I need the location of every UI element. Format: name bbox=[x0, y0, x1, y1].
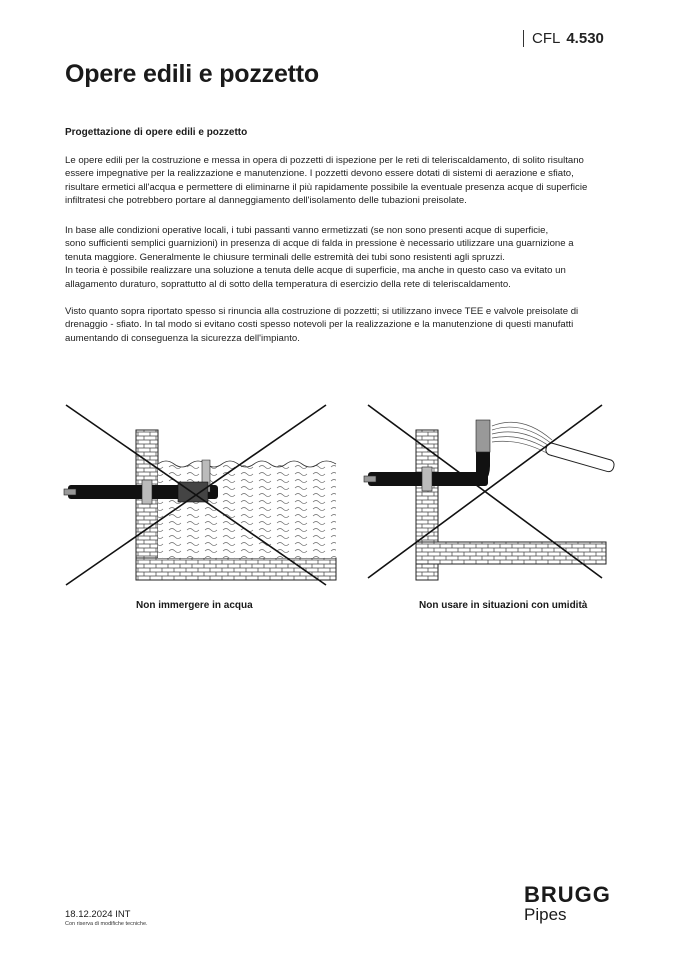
brand-name: BRUGG bbox=[524, 882, 611, 907]
paragraph-line: essere impegnative per la realizzazione e manutenzione. I pozzetti devono essere dotati di sistemi di aerazione e sfiato, bbox=[65, 168, 574, 180]
paragraph-line: drenaggio - sfiato. In tal modo si evitano costi spesso notevoli per la realizzazione e la manutenzione di questi manufatti bbox=[65, 319, 574, 331]
paragraph-line: Visto quanto sopra riportato spesso si rinuncia alla costruzione di pozzetti; si utilizzano invece TEE e valvole preisolate di bbox=[65, 306, 579, 317]
figure-water-immersion bbox=[60, 400, 360, 590]
brand-logo bbox=[524, 884, 611, 924]
paragraph-3 bbox=[65, 305, 613, 345]
paragraph-line: aumentando di conseguenza la sicurezza dell'impianto. bbox=[65, 332, 300, 344]
sleeve bbox=[422, 467, 432, 491]
right-caption: Non usare in situazioni con umidità bbox=[419, 600, 588, 611]
document-code bbox=[523, 30, 604, 47]
paragraph-2 bbox=[65, 224, 613, 291]
paragraph-line: tenuta maggiore. Generalmente le chiusure terminali delle estremità dei tubi sono resistenti agli spruzzi. bbox=[65, 251, 505, 263]
paragraph-1 bbox=[65, 154, 613, 208]
spray-nozzle bbox=[545, 442, 616, 473]
footer-date: 18.12.2024 INT bbox=[65, 909, 131, 920]
footer-note: Con riserva di modifiche tecniche. bbox=[65, 921, 148, 927]
paragraph-line: In teoria è possibile realizzare una soluzione a tenuta delle acque di superficie, ma anche in questo caso va evitato un bbox=[65, 265, 566, 277]
paragraph-line: sono sufficienti semplici guarnizioni) in presenza di acque di falda in pressione è necessario utilizzare una guarnizione a bbox=[65, 238, 574, 250]
page-title: Opere edili e pozzetto bbox=[65, 60, 319, 88]
water bbox=[158, 463, 336, 558]
paragraph-line: infiltratesi che potrebbero portare al danneggiamento dell'isolamento delle tubazioni preisolate. bbox=[65, 195, 467, 207]
brick-floor bbox=[136, 558, 336, 580]
section-title: Progettazione di opere edili e pozzetto bbox=[65, 127, 248, 138]
sleeve bbox=[142, 480, 152, 504]
figure-humidity bbox=[362, 400, 632, 590]
code-number: 4.530 bbox=[566, 30, 604, 47]
left-caption: Non immergere in acqua bbox=[136, 600, 253, 611]
paragraph-line: In base alle condizioni operative locali, i tubi passanti vanno ermetizzati (se non sono presenti acque di superficie, bbox=[65, 225, 549, 236]
end-cap bbox=[476, 420, 490, 452]
brand-sub: Pipes bbox=[524, 905, 567, 924]
code-prefix: CFL bbox=[523, 30, 560, 47]
pipe-inner bbox=[364, 476, 376, 482]
pipe-inner bbox=[64, 489, 76, 495]
spray-lines bbox=[492, 422, 552, 456]
paragraph-line: allagamento duraturo, soprattutto al di sotto della temperatura di esercizio della rete di teleriscaldamento. bbox=[65, 278, 511, 290]
paragraph-line: Le opere edili per la costruzione e messa in opera di pozzetti di ispezione per le reti di teleriscaldamento, di solito risultano bbox=[65, 155, 584, 166]
paragraph-line: risultare ermetici all'acqua e permettere di eliminarne il più rapidamente possibile la eventuale presenza acque di superficie bbox=[65, 181, 588, 193]
